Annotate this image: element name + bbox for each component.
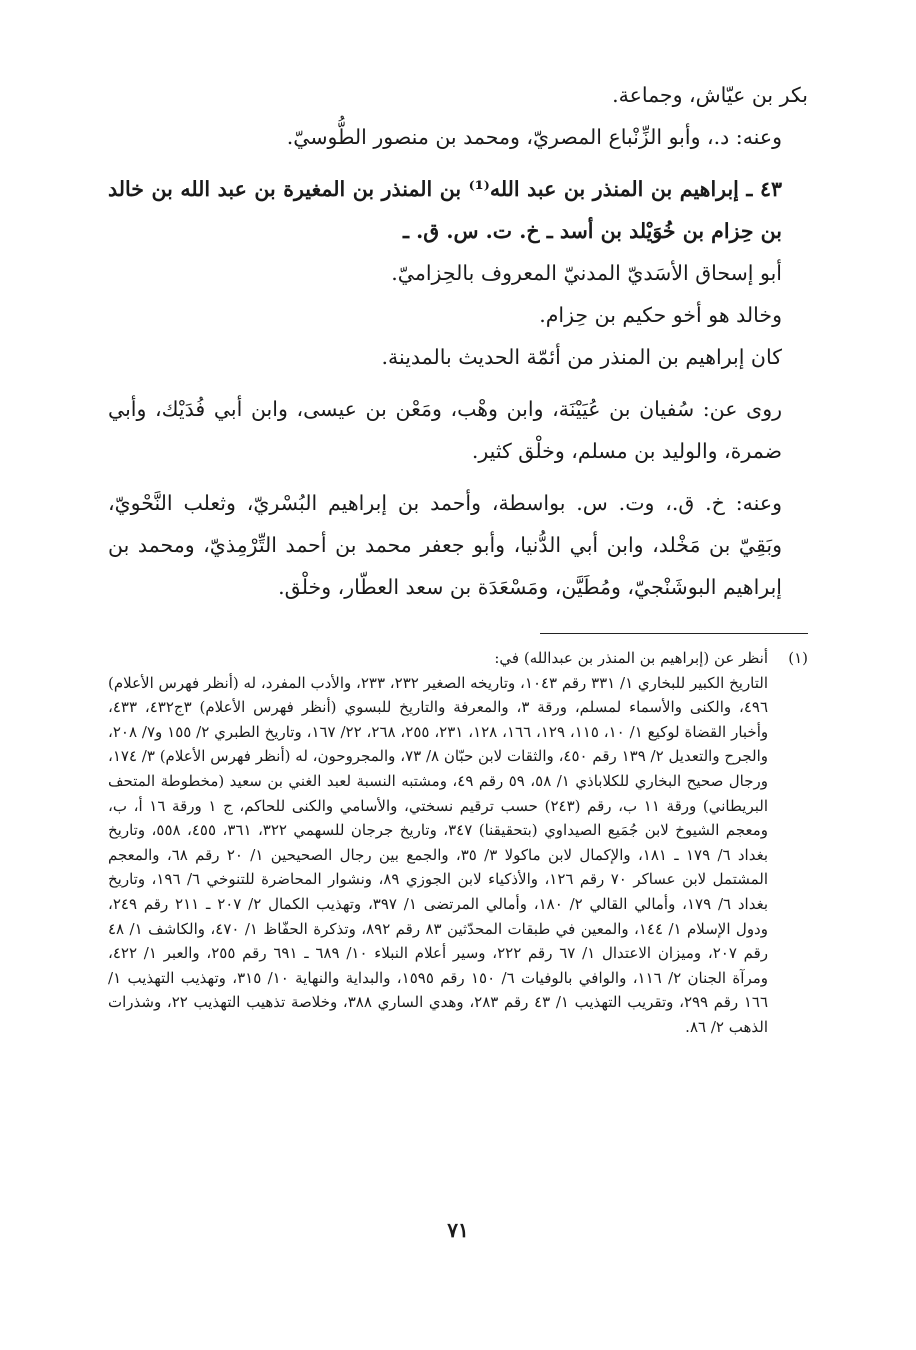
entry-heading-43: ٤٣ ـ إبراهيم بن المنذر بن عبد الله⁽¹⁾ بن المنذر بن المغيرة بن عبد الله بن خالد بن حِزام بن خُوَيْلد بن أسد ـ خ. ت. س. ق. ـ [108,177,783,243]
footnote-1 [108,646,808,1040]
text-paragraph-narrated-from: روى عن: سُفيان بن عُيَيْنَة، وابن وهْب، ومَعْن بن عيسى، وابن أبي فُدَيْك، وأبي ضمرة، والوليد بن مسلم، وخلْق كثير. [108,397,782,463]
text-line-narrators-from-previous: وعنه: د.، وأبو الزِّنْباع المصريّ، ومحمد بن منصور الطُّوسيّ. [286,125,782,149]
text-line-khalid-note: وخالد هو أخو حكيم بن حِزام. [539,303,782,327]
footnote-body [108,646,768,1040]
text-line-imam-note: كان إبراهيم بن المنذر من أئمّة الحديث بالمدينة. [381,345,782,369]
footnote-separator-rule [540,633,808,634]
text-line-previous-entry-end: بكر بن عيّاش، وجماعة. [612,83,808,107]
main-text [108,74,808,608]
text-paragraph-narrated-by: وعنه: خ. ق.، وت. س. بواسطة، وأحمد بن إبراهيم البُسْريّ، وثعلب النَّحْويّ، وبَقِيّ بن مَخْلد، وابن أبي الدُّنيا، وأبو جعفر محمد بن أحمد التِّرْمِذيّ، ومحمد بن إبراهيم البوشَنْجيّ، ومُطَيَّن، ومَسْعَدَة بن سعد العطّار، وخلْق. [108,491,782,599]
page-number: ٧١ [447,1218,469,1242]
footnote-sources-text: التاريخ الكبير للبخاري ١/ ٣٣١ رقم ١٠٤٣، وتاريخه الصغير ٢٣٢، ٢٣٣، والأدب المفرد، له (أنظر فهرس الأعلام) ٤٩٦، والكنى والأسماء لمسلم، ورقة ٣، والمعرفة والتاريخ للبسوي (أنظر فهرس الأعلام) ٣ج٤٣٢، ٤٣٣، وأخبار القضاة لوكيع ١/ ١٠، ١١٥، ١٢٩، ١٦٦، ١٢٨، ٢٣١، ٢٥٥، ٢٦٨، ٢٢/ ١٦٧، وتاريخ الطبري ٢/ ١٥٥ و٧/ ٢٠٨، والجرح والتعديل ٢/ ١٣٩ رقم ٤٥٠، والثقات لابن حبّان ٨/ ٧٣، والمجروحون، له (أنظر فهرس الأعلام) ٣/ ١٧٤، ورجال صحيح البخاري للكلاباذي ١/ ٥٨، ٥٩ رقم ٤٩، ومشتبه النسبة لعبد الغني بن سعيد (مخطوطة المتحف البريطاني) ورقة ١١ ب، رقم (٢٤٣) حسب ترقيم نسختي، والأسامي والكنى للحاكم، ج ١ ورقة ١٦ أ، ب، ومعجم الشيوخ لابن جُمَيع الصيداوي (بتحقيقنا) ٣٤٧، وتاريخ جرجان للسهمي ٣٢٢، ٣٦١، ٤٥٥، ٥٥٨، وتاريخ بغداد ٦/ ١٧٩ ـ ١٨١، والإكمال لابن ماكولا ٣/ ٣٥، والجمع بين رجال الصحيحين ١/ ٢٠ رقم ٦٨، والمعجم المشتمل لابن عساكر ٧٠ رقم ١٢٦، والأذكياء لابن الجوزي ٨٩، ونشوار المحاضرة للتنوخي ٦/ ١٩٦، وتاريخ بغداد ٦/ ١٧٩، وأمالي القالي ٢/ ١٨٠، وأمالي المرتضى ١/ ٣٩٧، وتهذيب الكمال ٢/ ٢٠٧ ـ ٢١١ رقم ٢٤٩، ودول الإسلام ١/ ١٤٤، والمعين في طبقات المحدّثين ٨٣ رقم ٨٩٢، وتذكرة الحفّاظ ١/ ٤٧٠، والكاشف ١/ ٤٨ رقم ٢٠٧، وميزان الاعتدال ١/ ٦٧ رقم ٢٢٢، وسير أعلام النبلاء ١٠/ ٦٨٩ ـ ٦٩١ رقم ٢٥٥، والعبر ١/ ٤٢٢، ومرآة الجنان ٢/ ١١٦، والوافي بالوفيات ٦/ ١٥٠ رقم ١٥٩٥، والبداية والنهاية ١٠/ ٣١٥، وتهذيب التهذيب ١/ ١٦٦ رقم ٢٩٩، وتقريب التهذيب ١/ ٤٣ رقم ٢٨٣، وهدي الساري ٣٨٨، وخلاصة تذهيب التهذيب ٢٢، وشذرات الذهب ٢/ ٨٦. [108,673,769,1036]
footnote-marker: (١) [788,649,808,667]
footnote-intro: أنظر عن (إبراهيم بن المنذر بن عبدالله) في: [494,649,768,667]
footnotes-section [108,646,808,1040]
text-line-kunya: أبو إسحاق الأسَديّ المدنيّ المعروف بالحِزاميّ. [391,261,782,285]
